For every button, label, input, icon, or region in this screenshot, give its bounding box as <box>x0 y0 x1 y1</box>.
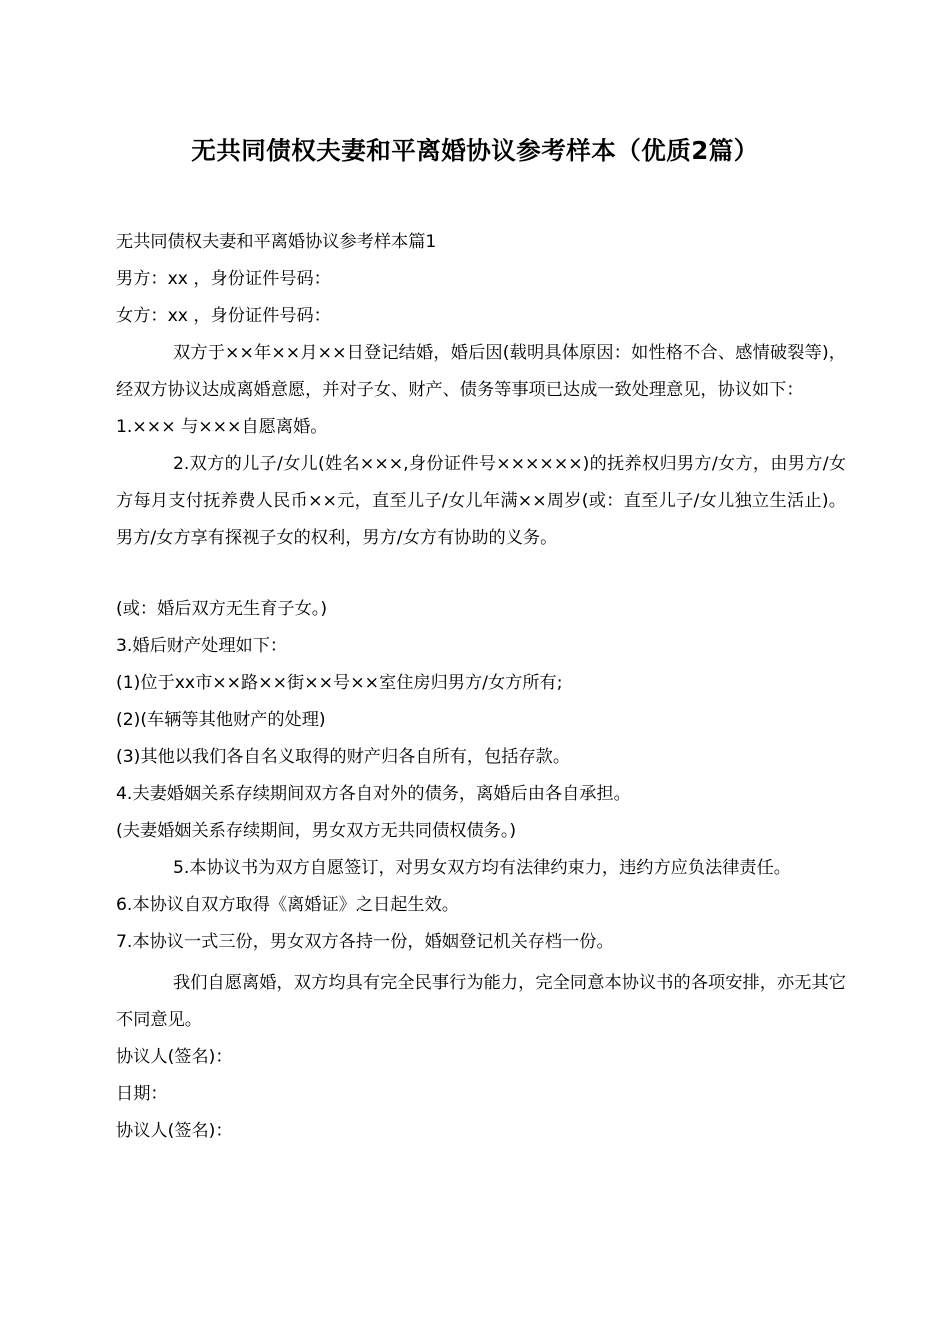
paragraph-marriage-intro: 双方于××年××月××日登记结婚，婚后因(载明具体原因：如性格不合、感情破裂等)，经双方协议达成离婚意愿，并对子女、财产、债务等事项已达成一致处理意见，协议如下： <box>116 343 846 400</box>
paragraph-clause-2-alt: (或：婚后双方无生育子女。) <box>116 599 328 619</box>
paragraph-clause-2: 2.双方的儿子/女儿(姓名×××,身份证件号××××××)的抚养权归男方/女方，由男方/女方每月支付抚养费人民币××元，直至儿子/女儿年满××周岁(或：直至儿子/女儿独立生活止)。男方/女方享有探视子女的权利，男方/女方有协助的义务。 <box>116 454 846 548</box>
paragraph-clause-1: 1.××× 与×××自愿离婚。 <box>116 417 328 437</box>
paragraph-clause-7: 7.本协议一式三份，男女双方各持一份，婚姻登记机关存档一份。 <box>116 932 614 952</box>
paragraph-clause-3-3: (3)其他以我们各自名义取得的财产归各自所有，包括存款。 <box>116 747 571 767</box>
paragraph-clause-4-alt: (夫妻婚姻关系存续期间，男女双方无共同债权债务。) <box>116 821 517 841</box>
document-title: 无共同债权夫妻和平离婚协议参考样本（优质2篇） <box>191 136 759 165</box>
paragraph-declaration: 我们自愿离婚，双方均具有完全民事行为能力，完全同意本协议书的各项安排，亦无其它不同意见。 <box>116 973 846 1030</box>
signature-line-2: 协议人(签名)： <box>116 1121 233 1141</box>
section-heading: 无共同债权夫妻和平离婚协议参考样本篇1 <box>116 232 437 252</box>
paragraph-clause-3: 3.婚后财产处理如下： <box>116 636 288 656</box>
paragraph-clause-6: 6.本协议自双方取得《离婚证》之日起生效。 <box>116 895 459 915</box>
paragraph-clause-4: 4.夫妻婚姻关系存续期间双方各自对外的债务，离婚后由各自承担。 <box>116 784 631 804</box>
date-line: 日期： <box>116 1084 168 1104</box>
signature-line-1: 协议人(签名)： <box>116 1047 233 1067</box>
paragraph-female-party: 女方：xx ，身份证件号码： <box>116 306 331 326</box>
document-body <box>116 224 846 1150</box>
paragraph-clause-3-2: (2)(车辆等其他财产的处理) <box>116 710 326 730</box>
paragraph-male-party: 男方：xx ，身份证件号码： <box>116 269 331 289</box>
paragraph-clause-5: 5.本协议书为双方自愿签订，对男女双方均有法律约束力，违约方应负法律责任。 <box>173 858 791 878</box>
paragraph-clause-3-1: (1)位于xx市××路××街××号××室住房归男方/女方所有; <box>116 673 563 693</box>
